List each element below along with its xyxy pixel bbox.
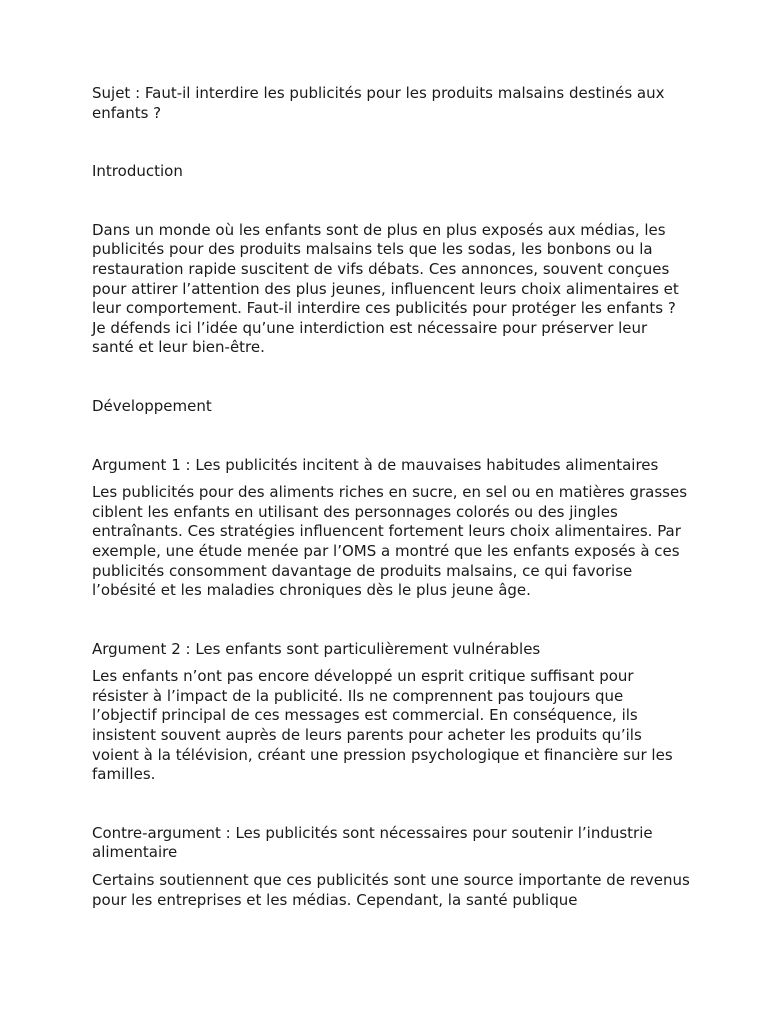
introduction-heading: Introduction: [92, 162, 183, 181]
subject-line: Sujet : Faut-il interdire les publicités pour les produits malsains destinés aux enfants ?: [92, 84, 665, 122]
argument-2-paragraph: Les enfants n’ont pas encore développé un esprit critique suffisant pour résister à l’impact de la publicité. Ils ne comprennent pas toujours que l’objectif principal de ces messages est commercial. En conséquence, ils insistent souvent auprès de leurs parents pour acheter les produits qu’ils voient à la télévision, créant une pression psychologique et financière sur les familles.: [92, 667, 673, 784]
argument-2-title: Argument 2 : Les enfants sont particulièrement vulnérables: [92, 639, 541, 658]
argument-1-title: Argument 1 : Les publicités incitent à de mauvaises habitudes alimentaires: [92, 455, 659, 474]
counter-argument-paragraph: Certains soutiennent que ces publicités sont une source importante de revenus pour les entreprises et les médias. Cependant, la santé publique: [92, 871, 690, 909]
development-heading: Développement: [92, 396, 212, 415]
counter-argument-title: Contre-argument : Les publicités sont nécessaires pour soutenir l’industrie alimentaire: [92, 823, 653, 862]
argument-1-paragraph: Les publicités pour des aliments riches en sucre, en sel ou en matières grasses ciblent les enfants en utilisant des personnages colorés ou des jingles entraînants. Ces stratégies influencent fortement leurs choix alimentaires. Par exemple, une étude menée par l’OMS a montré que les enfants exposés à ces publicités consomment davantage de produits malsains, ce qui favorise l’obésité et les maladies chroniques dès le plus jeune âge.: [92, 483, 688, 600]
introduction-paragraph: Dans un monde où les enfants sont de plus en plus exposés aux médias, les publicités pour des produits malsains tels que les sodas, les bonbons ou la restauration rapide suscitent de vifs débats. Ces annonces, souvent conçues pour attirer l’attention des plus jeunes, influencent leurs choix alimentaires et leur comportement. Faut-il interdire ces publicités pour protéger les enfants ? Je défends ici l’idée qu’une interdiction est nécessaire pour préserver leur santé et leur bien-être.: [92, 220, 679, 357]
document-page: [92, 84, 692, 910]
